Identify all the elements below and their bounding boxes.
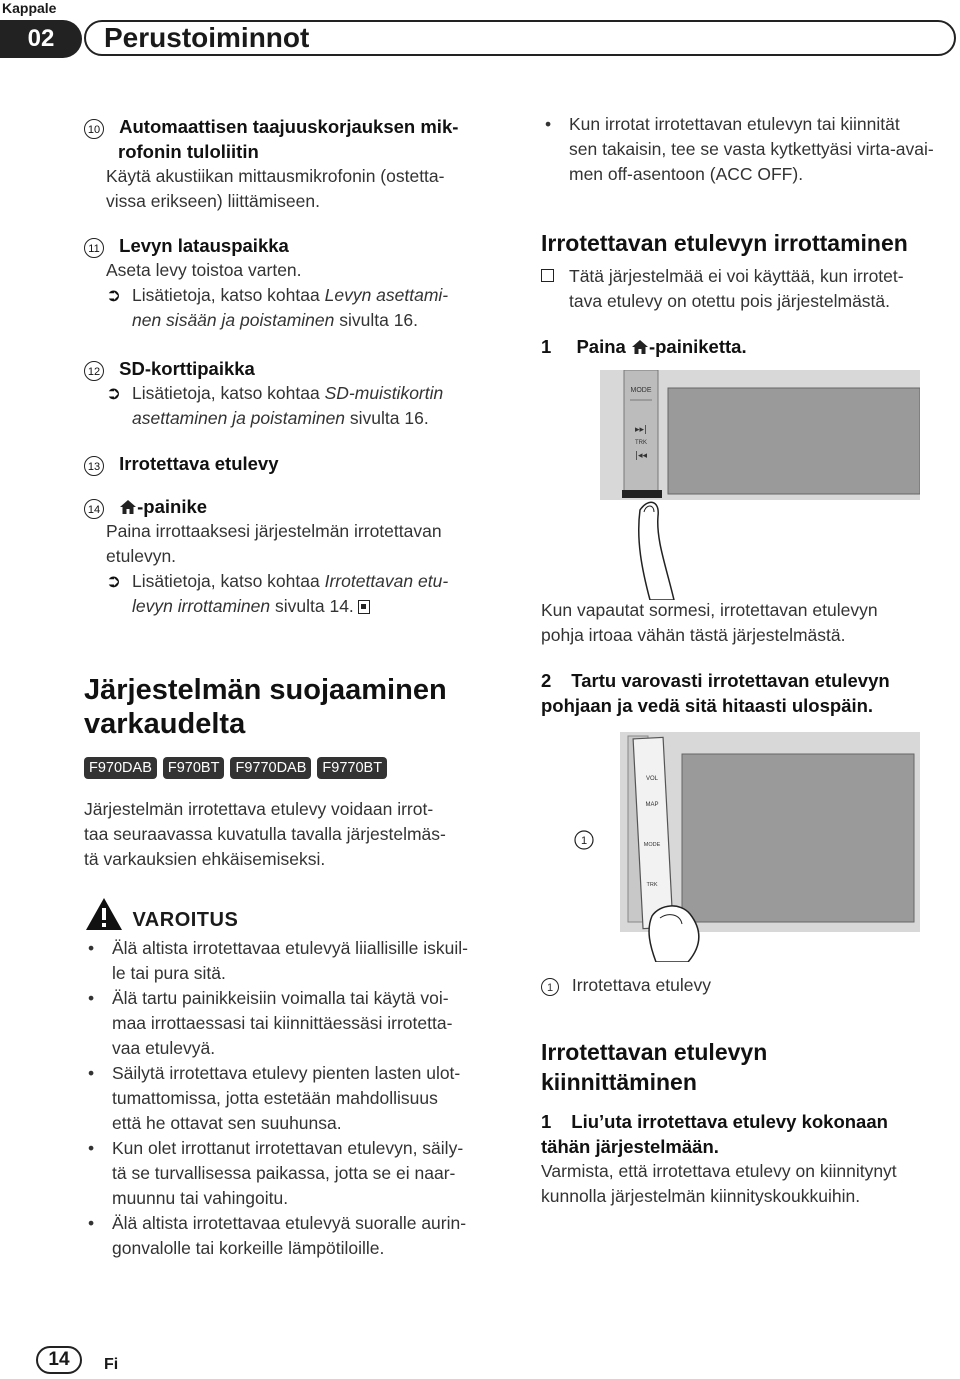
svg-text:|◂◂: |◂◂ [634, 451, 648, 461]
theft-heading-line2: varkaudelta [84, 708, 246, 740]
arrow-right-icon: ➲ [106, 285, 122, 305]
warning-line: • Älä altista irrotettavaa etulevyä suoralle aurin- [112, 1213, 467, 1233]
ref-link[interactable]: Levyn asettami- [324, 285, 449, 305]
warning-item [84, 1211, 514, 1261]
model-badge: F9770DAB [230, 757, 311, 779]
item-11 [84, 233, 504, 333]
ref-link[interactable]: Irrotettavan etu- [324, 571, 449, 591]
step-number: 2 [541, 670, 552, 691]
arrow-right-icon: ➲ [106, 383, 122, 403]
model-badges [84, 757, 393, 779]
ref-prefix: Lisätietoja, katso kohtaa [131, 571, 320, 591]
step-desc-cont: kunnolla järjestelmän kiinnityskoukkuihin. [541, 1186, 861, 1206]
mode-label: MODE [630, 387, 652, 394]
ref-suffix: sivulta 14. [275, 596, 354, 616]
trk-label: TRK [646, 882, 658, 888]
mode-label: MODE [643, 842, 661, 848]
step-number: 1 [541, 1111, 552, 1132]
warning-line: että he ottavat sen suuhunsa. [112, 1113, 342, 1133]
warning-line: • Älä altista irrotettavaa etulevyä liiallisille iskuil- [112, 938, 468, 958]
warning-line: vaa etulevyä. [112, 1038, 216, 1058]
caption-line: pohja irtoaa vähän tästä järjestelmästä. [541, 625, 846, 645]
ref-suffix: sivulta 16. [339, 310, 419, 330]
item-desc-cont: etulevyn. [106, 546, 177, 566]
ref-link-cont[interactable]: levyn irrottaminen [132, 596, 271, 616]
acc-bullet [541, 112, 956, 187]
warning-line: tumattomissa, jotta estetään mahdollisuus [112, 1088, 438, 1108]
theft-description [84, 797, 514, 872]
theft-desc-line: Järjestelmän irrotettava etulevy voidaan irrot- [84, 799, 434, 819]
bullet-line: • Kun irrotat irrotettavan etulevyn tai kiinnität [569, 114, 900, 134]
release-caption [541, 598, 956, 648]
step-desc: Varmista, että irrotettava etulevy on kiinnitynyt [541, 1161, 897, 1181]
pull-panel-illustration [560, 732, 920, 962]
step-1 [541, 334, 747, 359]
model-badge: F970BT [163, 757, 225, 779]
step-text-cont: pohjaan ja vedä sitä hitaasti ulospäin. [541, 695, 874, 716]
warning-title: VAROITUS [132, 909, 239, 931]
warning-item [84, 936, 514, 986]
legend-number: 1 [541, 978, 559, 996]
end-of-section-icon [358, 600, 370, 614]
attach-step-1 [541, 1109, 956, 1209]
warning-item [84, 986, 514, 1061]
ref-link[interactable]: SD-muistikortin [324, 383, 444, 403]
item-14 [84, 494, 514, 619]
item-desc-cont: vissa erikseen) liittämiseen. [106, 191, 320, 211]
model-badge: F9770BT [317, 757, 387, 779]
item-title: SD-korttipaikka [119, 358, 255, 379]
warning-line: • Säilytä irrotettava etulevy pienten lasten ulot- [112, 1063, 461, 1083]
item-13 [84, 451, 504, 476]
home-icon [119, 499, 137, 515]
chapter-number: 02 [0, 20, 82, 58]
ref-suffix: sivulta 16. [349, 408, 429, 428]
step-text: Tartu varovasti irrotettavan etulevyn [571, 670, 890, 691]
bullet-line: sen takaisin, tee se vasta kytkettyäsi virta-avai- [569, 139, 934, 159]
model-badge: F970DAB [84, 757, 157, 779]
home-icon [631, 339, 649, 355]
item-title-cont: rofonin tuloliitin [118, 141, 259, 162]
warning-line: maa irrottaessasi tai kiinnittäessäsi irrotetta- [112, 1013, 453, 1033]
theft-heading-line1: Järjestelmän suojaaminen [84, 674, 447, 706]
item-12 [84, 356, 504, 431]
ref-link-cont[interactable]: asettaminen ja poistaminen [132, 408, 346, 428]
warning-line: tä se turvallisessa paikassa, jotta se ei naar- [112, 1163, 456, 1183]
note-line: tava etulevy on otettu pois järjestelmästä. [569, 291, 891, 311]
step-text: Liu’uta irrotettava etulevy kokonaan [571, 1111, 888, 1132]
callout-number: 1 [580, 835, 588, 847]
warning-item [84, 1136, 514, 1211]
acc-bullet-list [541, 112, 956, 187]
map-label: MAP [645, 802, 659, 808]
svg-text:▸▸|: ▸▸| [634, 425, 648, 435]
attach-heading-line1: Irrotettavan etulevyn [541, 1039, 768, 1065]
trk-label: TRK [635, 440, 647, 446]
warning-icon [84, 896, 124, 932]
note [541, 264, 956, 314]
arrow-right-icon: ➲ [106, 571, 122, 591]
step-text: Paina [576, 336, 626, 357]
warning-line: gonvalolle tai korkeille lämpötiloille. [112, 1238, 385, 1258]
note-line: Tätä järjestelmää ei voi käyttää, kun irrotet- [569, 266, 904, 286]
remove-heading: Irrotettavan etulevyn irrottaminen [541, 230, 908, 256]
item-number: 14 [84, 499, 104, 519]
legend-text: Irrotettava etulevy [571, 975, 711, 995]
item-title: Automaattisen taajuuskorjauksen mik- [119, 116, 459, 137]
press-button-illustration [600, 370, 920, 600]
item-10 [84, 114, 504, 214]
step-2 [541, 668, 956, 718]
item-title: Levyn latauspaikka [119, 235, 289, 256]
warning-item [84, 1061, 514, 1136]
page-number: 14 [36, 1346, 82, 1374]
theft-desc-line: taa seuraavassa kuvatulla tavalla järjestelmäs- [84, 824, 446, 844]
bullet-line: men off-asentoon (ACC OFF). [569, 164, 804, 184]
warning-line: • Älä tartu painikkeisiin voimalla tai käytä voi- [112, 988, 449, 1008]
warning-line: muunnu tai vahingoitu. [112, 1188, 289, 1208]
item-number: 10 [84, 119, 104, 139]
warning-line: • Kun olet irrottanut irrotettavan etulevyn, säily- [112, 1138, 464, 1158]
checkbox-icon [541, 269, 554, 282]
theft-desc-line: tä varkauksien ehkäisemiseksi. [84, 849, 326, 869]
item-number: 11 [84, 238, 104, 258]
item-number: 12 [84, 361, 104, 381]
step-number: 1 [541, 336, 552, 357]
ref-prefix: Lisätietoja, katso kohtaa [131, 383, 320, 403]
attach-heading-line2: kiinnittäminen [541, 1069, 697, 1095]
item-desc: Aseta levy toistoa varten. [106, 260, 302, 280]
step-text-suffix: -painiketta. [648, 336, 747, 357]
item-title: Irrotettava etulevy [119, 453, 279, 474]
section-label: Kappale [2, 0, 57, 16]
item-title: -painike [137, 496, 208, 517]
item-desc: Paina irrottaaksesi järjestelmän irrotettavan [106, 521, 442, 541]
warning-line: le tai pura sitä. [112, 963, 226, 983]
language-code: Fi [104, 1356, 119, 1373]
warning-list [84, 936, 514, 1261]
ref-link-cont[interactable]: nen sisään ja poistaminen [132, 310, 335, 330]
warning-header [84, 896, 238, 932]
theft-heading [84, 673, 514, 741]
chapter-title: Perustoiminnot [104, 22, 310, 53]
item-number: 13 [84, 456, 104, 476]
step-text-cont: tähän järjestelmään. [541, 1136, 719, 1157]
ref-prefix: Lisätietoja, katso kohtaa [131, 285, 320, 305]
attach-heading [541, 1037, 956, 1097]
item-desc: Käytä akustiikan mittausmikrofonin (ostetta- [106, 166, 445, 186]
legend [541, 973, 711, 998]
caption-line: Kun vapautat sormesi, irrotettavan etulevyn [541, 600, 878, 620]
vol-label: VOL [645, 776, 659, 782]
